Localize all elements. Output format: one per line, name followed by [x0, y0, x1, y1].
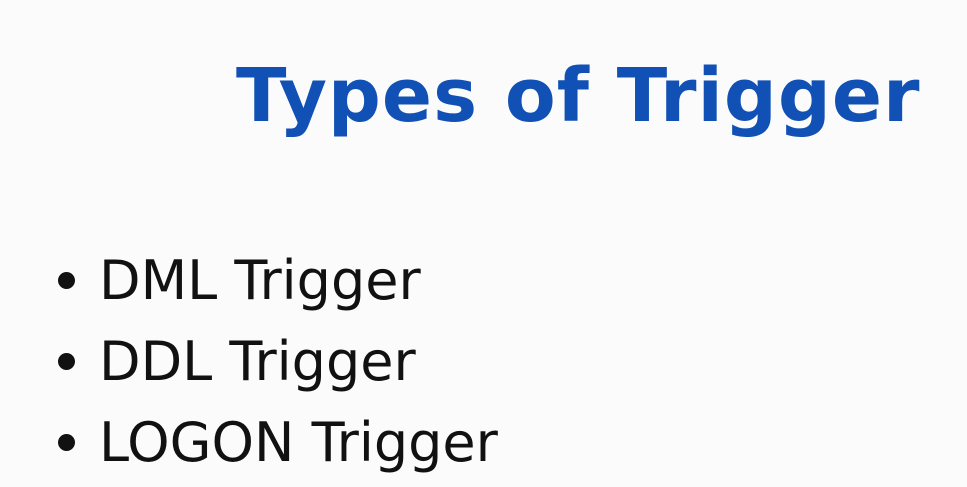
bullet-item-logon [58, 402, 498, 483]
slide-title: Types of Trigger [236, 53, 921, 139]
bullet-dot-icon [58, 272, 75, 289]
bullet-text: DDL Trigger [99, 329, 416, 393]
bullet-dot-icon [58, 434, 75, 451]
bullet-list [58, 240, 498, 483]
bullet-item-dml [58, 240, 498, 321]
bullet-dot-icon [58, 353, 75, 370]
bullet-item-ddl [58, 321, 498, 402]
bullet-text: LOGON Trigger [99, 410, 498, 474]
bullet-text: DML Trigger [99, 248, 421, 312]
